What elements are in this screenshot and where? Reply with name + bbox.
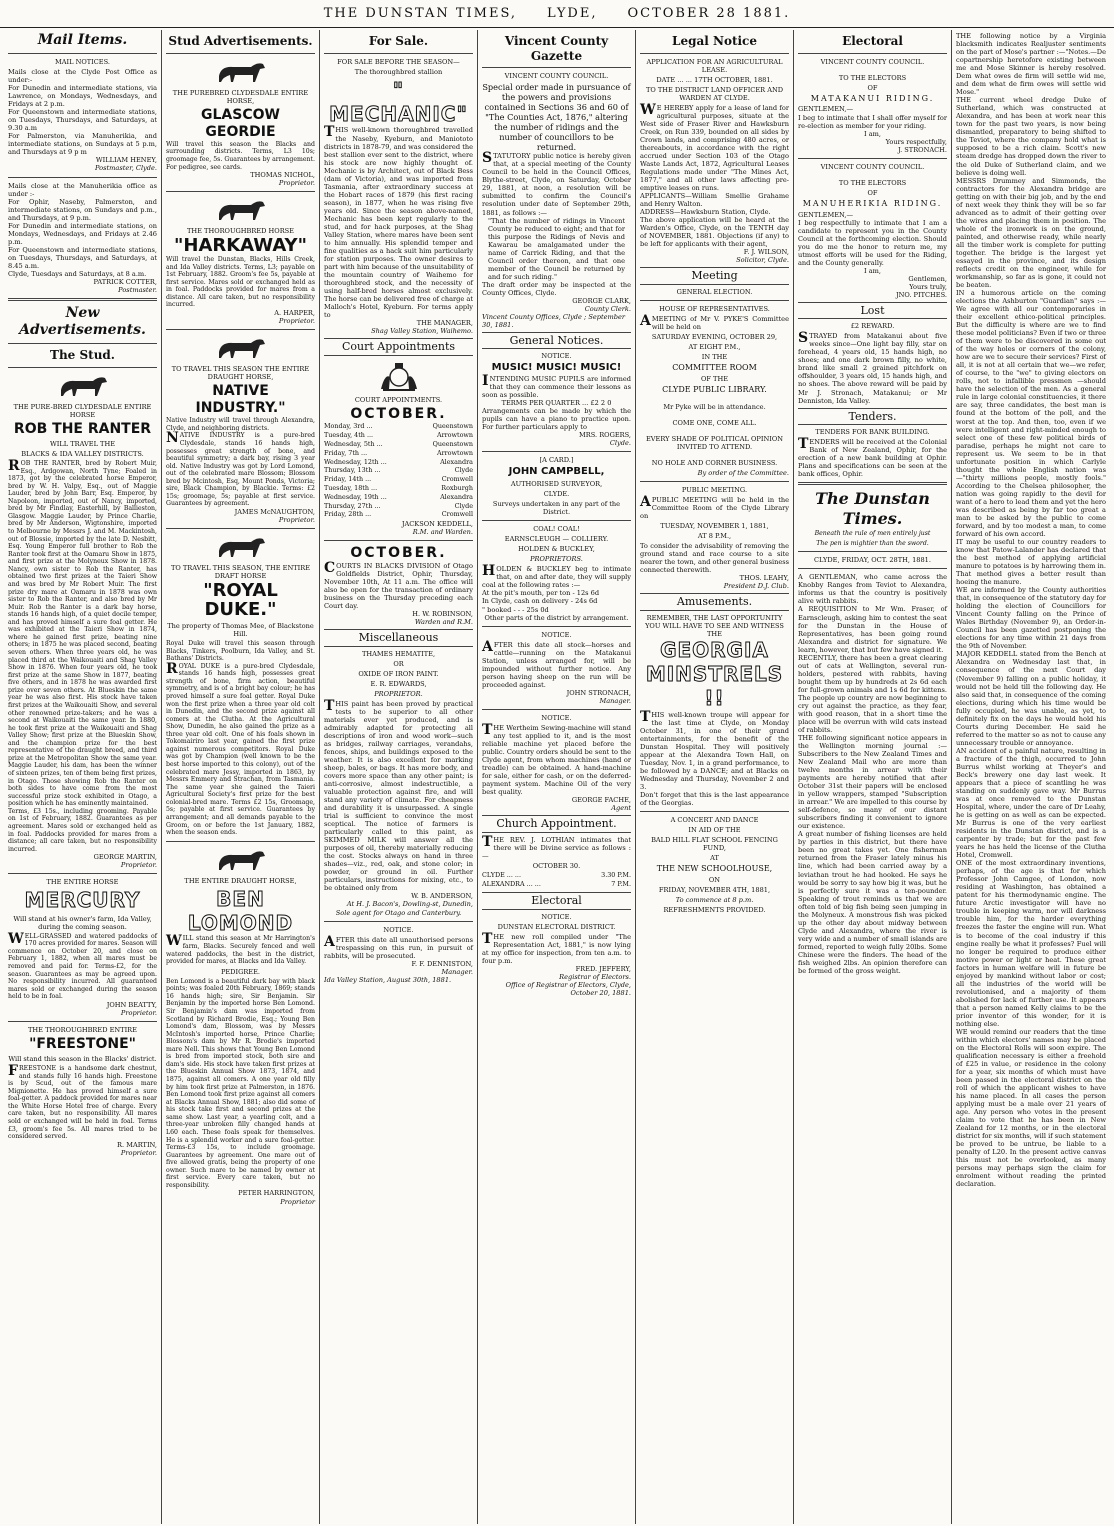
signature-title: Clyde. (609, 438, 631, 447)
troupe-body: THIS well-known troupe will appear for the last time at Clyde, on Monday October 31, in one of their grand entertainments, for the benefit of the Dunstan Hospital. They will positively appear at the Alexandra Town Hall, on Tuesday, Nov. 1, in a grand performance, to be followed by a DANCE; and at Blacks on Wednesday and Thursday, November 2 and 3. (640, 708, 789, 792)
sale-intro: FOR SALE BEFORE THE SEASON— (337, 57, 460, 66)
columns (4, 30, 1110, 1524)
court-title: COURT APPOINTMENTS. (354, 395, 443, 404)
signature: R. MARTIN, (117, 1140, 157, 1149)
court-body: COURTS IN BLACKS DIVISION of Otago Goldfields District, Ophir, Thursday, November 10th, At 11 a.m. The office will also be open for the transaction of ordinary business on the Thursday preceding each Court day. (324, 559, 473, 611)
signature-title: Proprietor. (120, 1008, 157, 1017)
section-heading: Meeting (640, 267, 789, 284)
amuse-line: REMEMBER, THE LAST OPPORTUNITY YOU WILL HAVE TO SEE AND WITNESS THE (645, 613, 784, 638)
court-place: Alexandra (440, 457, 473, 466)
council-title: VINCENT COUNTY COUNCIL. (820, 57, 925, 66)
electoral-body: I beg respectfully to intimate that I am a candidate to represent you in the County Council at the forthcoming election. Should you do me the honor to return me, my utmost efforts will be used for the Riding, and the County generally. (798, 218, 947, 267)
section-heading: Lost (798, 302, 947, 319)
signature-title: County Clerk. (584, 304, 631, 313)
tender-body: TENDERS will be received at the Colonial Bank of New Zealand, Ophir, for the erection of a new bank building at Ophir. Plans and specifications can be seen at the bank offices, Ophir. (798, 436, 947, 479)
table-row (324, 511, 473, 520)
section-heading: Electoral (842, 34, 903, 48)
stud-intro: THE ENTIRE HORSE (46, 878, 119, 887)
card-label: [A CARD.] (539, 455, 574, 464)
section-heading: New Advertisements. (19, 304, 146, 339)
court-day: Friday, 7th ... (324, 448, 368, 457)
stud-body: ROB THE RANTER, bred by Robert Muir, Esq., Ardgowan, North Tyne; Foaled in 1873, got by the celebrated horse Emperor, bred by W. H. Valpy, Esq., out of Maggie Lauder, bred by John Barr, Esq. Emperor, by Napoleon, imported, out of Nancy, imported, bred by Mr Findlay, Easterhill, by Ballieston, Glasgow. Maggie Lauder, by Prince Charlie, bred by Mr Anderson, Wigtonshire, imported to Melbourne by Messrs J. and M. Mackintosh, out of Blossie, imported by the late D. Nesbitt, Esq. Young Emperor full brother to Rob the Ranter took first at the Oamaru Show in 1875, and first prize at the Molyneux Show in 1878. Nancy, own sister to Rob the Ranter, has obtained two first prizes at the Taieri Show and was bred by Mr Robert Muir. The first prize dry mare at Oamaru in 1878 was own sister to Rob the Ranter, and also bred by Mr Muir. Rob the Ranter is a dark bay horse, stands 16 hands high, of a quiet docile temper, and has proved himself a sure foal getter. He was exhibited at the Taieri Show in 1874, where he gained first prize, beating nine others; in 1875 he was placed second, beating seven others. When three years old, he was placed third at the Waikouaiti and Shag Valley Show in 1876. When four years old, he took first prize at the same Show in 1877, beating five others, and in 1878 he was awarded first prize over seven others. At Blueskin the same year he was also first. His stock have taken first prizes at the Waikouaiti Show, and several other renowned prize-takers; and he was a second at Waikouaiti the same year. In 1880, he took first prize at the Waikouaiti and Shag Valley Show; first prize at the Blueskin Show, and the champion prize for the best representative of the draught breed, and third prize at the Metropolitan Show the same year. Maggie Lauder, his dam, has been the winner of sixteen prizes, ten of them being first prizes, in Otago. Those showing Rob the Ranter on both sides to have come from the most successful prize stock exhibited in Otago, a position which he has eminently maintained. (8, 457, 157, 808)
stud-intro: THE PURE-BRED CLYDESDALE ENTIRE HORSE (13, 402, 152, 419)
signature: J. STRONACH. (897, 145, 947, 154)
mail-title: MAIL NOTICES. (54, 58, 110, 67)
news-item: AN accident of a painful nature, resulting in a fracture of the thigh, occurred to John Burrus whilst working at Theyer's and Beck's brewery one day last week. It appears that a piece of scantling he was standing on suddenly gave way. Mr Burrus was at once removed to the Dunstan Hospital, where, under the care of Dr Leahy, he is getting on as well as can be expected. Mr Burrus is one of the very earliest residents in the Dunstan district, and is a carpenter by trade; but for the past few years he has held the license of the Clutha Hotel, Cromwell. (956, 746, 1106, 860)
court-place: Arrowtown (436, 448, 473, 457)
signature-title: Sole agent for Otago and Canterbury. (335, 908, 462, 917)
electors-line: TO THE ELECTORS (838, 73, 907, 82)
masthead (0, 0, 1114, 28)
paragraph: The draft order may be inspected at the County Offices, Clyde. (482, 280, 631, 297)
newspaper-name: The Dunstan Times. (815, 489, 930, 528)
court-day: Friday, 14th ... (324, 475, 372, 484)
column-2 (162, 30, 320, 1524)
stud-body: FREESTONE is a handsome dark chestnut, and stands fully 16 hands high. Freestone is by Scud, out of the famous mare Mignionette. He has proved himself a sure foal-getter. A paddock provided for mares near the White Horse Hotel free of charge. Every care taken, but no responsibility. All mares sold or exchanged will be held in foal. Terms £3, groom's fee 5s. All mares tried to be considered served. (8, 1063, 157, 1141)
court-table (324, 423, 473, 520)
meeting-line: COMMITTEE ROOM (672, 363, 757, 373)
news-item: WE are informed by the County authorities that, in consequence of the statutory day for holding the election of Councillors for Vincent County falling on the Prince of Wales Birthday (November 9), an Order-in-Council has been gazetted postponing the elections for any time within 21 days from the 9th of November. (956, 586, 1106, 651)
legal-to: TO THE DISTRICT LAND OFFICER AND WARDEN AT CLYDE. (645, 85, 784, 102)
section-heading: The Stud. (50, 348, 115, 363)
council-title: VINCENT COUNTY COUNCIL. (820, 162, 925, 171)
stud-body: WILL stand this season at Mr Harrington's farm, Blacks. Securely fenced and well watered paddocks, the best in the district, provided for mares, at Blacks and Ida Valley. (166, 933, 315, 966)
court-place: Arrowtown (436, 431, 473, 440)
notice-heading: NOTICE. (541, 713, 572, 722)
section-heading: Church Appointment. (482, 815, 631, 832)
paragraph: For Ophir, Naseby, Palmerston, and intermediate stations, on Sundays and p.m., and Thursdays, at 9 p.m. (8, 197, 157, 222)
surveyor-place: CLYDE. (543, 490, 570, 499)
legal-body: WE HEREBY apply for a lease of land for agricultural purposes, situate at the West side of Fraser River and Hawksburn Creek, on Run 339, bounded on all sides by Crown lands, and comprising 480 acres, or thereabouts, in accordance with the right accrued under Section 103 of the Otago Waste Lands Act, 1872, Agricultural Leases Regulations made under "The Mines Act, 1877," and all other laws affecting pre-emptive leases on runs. (640, 101, 789, 193)
colliery-owner: HOLDEN & BUCKLEY, (518, 545, 595, 554)
ad-title: OXIDE OF IRON PAINT. (358, 669, 439, 678)
court-day: Tuesday, 18th ... (324, 483, 378, 492)
ad-title: OR (393, 659, 404, 668)
notice-place: Vincent County Offices, Clyde ; September 30, 1881. (482, 312, 626, 329)
masthead-title: THE DUNSTAN TIMES, (323, 5, 518, 21)
legal-applicants: APPLICANTS—William Smellie Grahame and Henry Walton. (640, 192, 789, 209)
concert-line: REFRESHMENTS PROVIDED. (663, 906, 766, 915)
paragraph: For Queenstown and intermediate stations, on Tuesdays, Thursdays, and Saturdays, at 8.45 a.m. (8, 245, 157, 270)
closing: I am, (864, 266, 881, 275)
meeting-line: IN THE (701, 353, 728, 361)
news-item: A great number of fishing licenses are held by parties in this district, but there have been no great takes yet. One fisherman returned from the Fraser lately minus his line, which had been carried away by a leviathan trout he had hooked. He says he would be sorry to say how big it was, but he is perfectly sure it was a ten-pounder. Speaking of trout reminds us that we are often told of big fish being seen jumping in the Molyneux. A monstrous fish was picked up the other day about midway between Clyde and Alexandra, where the river is very wide and a number of small islands are formed, reported to weigh fully 20lbs. Some Chinese were the finders. The head of the fish weighed 2lbs. An opinion therefore can be formed of the gross weight. (798, 830, 947, 975)
concert-line: To commence at 8 p.m. (675, 896, 754, 905)
closing: I am, (864, 129, 881, 138)
stud-body: ROYAL DUKE is a pure-bred Clydesdale, stands 16 hands high, possesses great strength of bone, firm action, beautiful symmetry, and is of a bright bay colour; he has proved himself a sure foal getter. Royal Duke won the first prize when a three year old colt in Dunedin, and the second prize against all comers at the Clutha. At the Agricultural Show, Dunedin, he also gained the prize as a three year old colt. One of his foals shown in Tokomairiro last year, gained the first prize against numerous competitors. Royal Duke was got by Champion (well known to be the best horse imported to this colony), out of the celebrated mare Jessy, imported in 1863, by Messrs Emmery and Strachan, from Tasmania. The same year she gained the Taieri Agricultural Society's first prize for the best colonial-bred mare. Terms £2 15s, Groomage, 5s; payable at first service. Guarantees by arrangement; and all demands payable to the Groom, on or before the 1st January, 1882, when the season ends. (166, 660, 315, 837)
signature-title: Proprietor. (278, 179, 315, 188)
signature: JOHN BEATTY, (106, 1000, 157, 1009)
coal-rate: " booked - - - 25s 0d (482, 605, 549, 614)
meeting-line: CLYDE PUBLIC LIBRARY. (662, 384, 767, 394)
music-heading: MUSIC! MUSIC! MUSIC! (491, 362, 622, 374)
horse-name: " MECHANIC" (329, 77, 468, 127)
legal-address: ADDRESS—Hawksburn Station, Clyde. (640, 208, 771, 217)
tender-title: TENDERS FOR BANK BUILDING. (815, 427, 930, 436)
troupe-note: Don't forget that this is the last appearance of the Georgias. (640, 791, 789, 808)
coal-rate: In Clyde, cash on delivery - 24s 6d (482, 597, 598, 606)
meeting-line: SATURDAY EVENING, OCTOBER 29, (651, 332, 778, 341)
meeting-body: APUBLIC MEETING will be held in the Committee Room of the Clyde Library on (640, 493, 789, 520)
concert-line: ON (708, 876, 721, 885)
section-heading: Mail Items. (37, 32, 128, 48)
column-7 (952, 30, 1110, 1524)
notice-heading: NOTICE. (541, 912, 572, 921)
section-heading: Miscellaneous (324, 629, 473, 646)
royal-crest-icon (375, 359, 423, 393)
meeting-purpose: To consider the advisability of removing the ground stand and race course to a site nearer the town, and other general business connected therewith. (640, 541, 789, 575)
court-day: Thursday, 13th ... (324, 466, 381, 475)
signature: A. HARPER, (274, 309, 315, 318)
signature-title: At H. J. Bacon's, Dowling-st, Dunedin, (346, 900, 473, 909)
court-place: Alexandra (440, 492, 473, 501)
court-place: Cromwell (441, 475, 473, 484)
signature-title: Manager. (441, 967, 473, 976)
signature: F. F. DENNISTON, (411, 959, 473, 968)
table-row (324, 449, 473, 458)
concert-line: AT (710, 854, 719, 863)
court-day: Wednesday, 12th ... (324, 457, 387, 466)
horse-name: BEN LOMOND (187, 886, 294, 936)
section-heading: Vincent County Gazette (504, 34, 609, 63)
legal-date: DATE ... ... 17TH OCTOBER, 1881. (656, 75, 773, 84)
horse-name: "HARKAWAY" (174, 235, 307, 257)
stud-intro: THE PUREBRED CLYDESDALE ENTIRE HORSE, (172, 88, 309, 105)
paragraph: For Dunedin and intermediate stations, via Lawrence, on Mondays, Wednesdays, and Fridays at 2 p.m. (8, 84, 157, 109)
stud-sub: The property of Thomas Mee, of Blackstone Hill. (167, 621, 314, 638)
stud-terms: Terms, £3 15s., including grooming. Payable on 1st of February, 1882. Guarantees as per agreement. Mares sold or exchanged held as in foal. Paddocks provided for mares from a distance; all care taken, but no responsibility incurred. (8, 807, 157, 853)
section-heading: Court Appointments (324, 338, 473, 355)
table-row (324, 484, 473, 493)
meeting-line: PUBLIC MEETING. (681, 485, 748, 494)
court-place: Queenstown (432, 439, 473, 448)
meeting-line: NO HOLE AND CORNER BUSINESS. (651, 458, 778, 467)
notice-body: AFTER this date all unauthorised persons trespassing on this run, in pursuit of rabbits, will be prosecuted. (324, 933, 473, 960)
sale-body: THIS well-known thoroughbred travelled the Naseby, Kyeburn, and Maniototo districts in 1878-79, and was considered the best stallion ever sent to the district, where his stock are now highly thought of. Mechanic is by Architect, out of Black Bess (dam of Victoria), and was imported from Tasmania, after extraordinary success at the Hobart races of 1879 (his first racing season), in 1877, when he was rising five years old. Since the season above-named, Mechanic has been kept regularly to the stud, and for hack purposes, at the Shag Valley Station, where mares have been sent to him annually. His splendid temper and fine qualities as a hack suit him particularly for station purposes. The owner desires to part with him because of the unsuitability of the mountain country of Waihemo for thoroughbred stock, and the necessity of using half-bred horses almost exclusively. The horse can be delivered free of charge at Malloch's Hotel, Kyeburn. For terms apply to (324, 124, 473, 320)
music-more: Arrangements can be made by which the pupils can have a piano to practice upon. For further particulars apply to (482, 406, 631, 431)
section-heading: Tenders. (798, 408, 947, 425)
concert-line: IN AID OF THE (688, 826, 741, 835)
masthead-place: LYDE, (547, 5, 598, 21)
closing: Yours respectfully, (885, 137, 947, 146)
horse-name: MERCURY (24, 888, 141, 913)
news-item: A GENTLEMAN, who came across the Knobby Ranges from Teviot to Alexandra, informs us that the country is positively alive with rabbits. (798, 573, 947, 606)
church-place: CLYDE ... ... (482, 871, 521, 880)
signature: PETER HARRINGTON, (238, 1189, 315, 1198)
lost-body: STRAYED from Matakanui about five weeks since—One light bay filly, star on forehead, 4 years old, 15 hands high, no shoes; and one dark brown filly, no white, brand like small 2 grained pitchfork on offshoulder, 3 years old, 15 hands high, and no shoes. The above reward will be paid by Mr J. Stronach, Matakanui; or Mr Denniston, Ida Valley. (798, 330, 947, 405)
horse-illustration-icon (53, 372, 113, 400)
signature-title: Solicitor, Clyde. (736, 256, 789, 265)
signature-title: Proprietor. (120, 861, 157, 870)
horse-name: ROB THE RANTER (13, 420, 152, 437)
stud-districts: BLACKS & IDA VALLEY DISTRICTS. (21, 449, 144, 458)
news-item: MESSRS Drummey and Simmonds, the contractors for the Alexandra bridge are getting on with their big job, and by the end of next week they think they will be so far advanced as to admit of their getting over the wires and placing them in position. The whole of the ironwork is on the ground, painted, and otherwise ready, while nearly all the timber work is complete for putting together. The bridge is the largest yet essayed in the province, and its design reflects credit on the engineer, while for workmanship, so far as is gone, it could not be beaten. (956, 176, 1106, 289)
resolution-quote: "That the number of ridings in Vincent County be reduced to eight; and that for this purpose the Ridings of Nevis and Kawarau be amalgamated under the name of Carrick Riding, and that the Council order thereon, and that one member of the Council be returned by and for such riding." (488, 216, 625, 281)
colliery-name: EARNSCLEUGH — COLLIERY. (504, 535, 609, 544)
news-item: RECENTLY, there has been a great clearing out of cats at Wellington, several run-holders, pestered with rabbits, having bought them up by hundreds at 2s 6d each for full-grown animals and 1s 6d for kittens. The people up country are now beginning to cry out against the practice, as they fear, with good reason, that in a short time the place will be overrun with wild cats instead of rabbits. (798, 653, 947, 734)
coal-rate: At the pit's mouth, per ton - 12s 6d (482, 589, 600, 598)
horse-name: GLASCOW GEORDIE (201, 106, 280, 140)
signature: MRS. ROGERS, (579, 430, 631, 439)
stud-intro: THE ENTIRE DRAUGHT HORSE, (184, 876, 297, 885)
salutation: GENTLEMEN,— (798, 105, 854, 114)
court-month: OCTOBER. (350, 544, 447, 561)
signature: JACKSON KEDDELL, (401, 519, 473, 528)
signature: GEORGE FACHE, (571, 796, 631, 805)
reward: £2 REWARD. (850, 322, 895, 331)
salutation: GENTLEMEN,— (798, 210, 854, 219)
signature: THOS. LEAHY, (739, 574, 789, 583)
council-title: VINCENT COUNTY COUNCIL. (504, 72, 609, 81)
news-item: A REQUISITION to Mr Wm. Fraser, of Earnscleugh, asking him to contest the seat for the Dunstan in the House of Representatives, has been going round Alexandra and district for signature. We learn, however, that but few have signed it. (798, 605, 947, 654)
notice-body: AFTER this date all stock—horses and cattle—running on the Matakanui Station, unless arranged for, will be impounded without further notice. Any person having sheep on the run will be proceeded against. (482, 638, 631, 689)
coal-body: HOLDEN & BUCKLEY beg to intimate that, on and after date, they will supply coal at the following rates :— (482, 563, 631, 590)
news-item: THE following notice by a Virginia blacksmith indicates Realjuster sentiments on the part of Mose's partner :—"Notes.—De copartnership heretofore existing between me and Mose Skinner is hereby resolved. Dem what owes de firm will settle wid me, and dem what de firm owes will settle wid Mose." (956, 32, 1106, 97)
motto: Beneath the rule of men entirely just (814, 530, 931, 538)
court-day: Monday, 3rd ... (324, 422, 373, 431)
notice-heading: NOTICE. (541, 630, 572, 639)
meeting-line: AT 8 P.M., (697, 531, 732, 540)
signature: THE MANAGER, (416, 319, 473, 328)
music-body: INTENDING MUSIC PUPILS are informed that they can commence their lessons as soon as possible. (482, 372, 631, 399)
horse-name: "ROYAL DUKE." (203, 580, 278, 621)
music-terms: TERMS PER QUARTER ... £2 2 0 (501, 398, 612, 407)
motto: The pen is mightier than the sword. (816, 539, 929, 547)
sale-intro: The thoroughbred stallion (354, 67, 443, 76)
meeting-line: HOUSE OF REPRESENTATIVES. (659, 304, 770, 313)
riding-name: MANUHERIKIA RIDING. (802, 198, 943, 208)
paragraph: For Dunedin and intermediate stations, on Mondays, Wednesdays, and Fridays at 2.46 p.m. (8, 221, 157, 246)
surveyor-title: AUTHORISED SURVEYOR, (510, 480, 603, 489)
signature-title: Proprietor. (278, 516, 315, 525)
section-heading: Amusements. (640, 593, 789, 610)
church-time: 7 P.M. (611, 880, 631, 889)
stud-sub: Will stand this season in the Blacks' district. (8, 1054, 157, 1063)
signature-title: Proprietor. (278, 317, 315, 326)
closing: Gentlemen, (908, 274, 947, 283)
signature-title: Proprietor (280, 1197, 315, 1206)
ad-body: THIS paint has been proved by practical tests to be superior to all other materials ever yet produced, and is admirably adapted for protecting all descriptions of iron and wood work—such as bridges, railway carriages, verandahs, fences, ships, and buildings exposed to the weather. It is also excellent for marking sheep, bales, or bags. It has more body, and covers more space than any other paint; is anti-corrosive, almost indestructible, a valuable protection against fire, and will stand any variety of climate. For cheapness and durability it is unsurpassed. A single trial is sufficient to convince the most sceptical. The notice of farmers is particularly called to this paint, as SKIMMED MILK will answer all the purposes of oil, thereby materially reducing the cost. Stocks always on hand in three shades—viz., red, oak, and stone color; in powder, or ground in oil. Further particulars, instructions for mixing, etc., to be obtained only from (324, 697, 473, 893)
news-item: THE current wheel dredge Duke of Sutherland, which was constructed at Alexandra, and has been at work near this town for the past two years, is now being dismantled, preparatory to being shifted to the Teviot, where the company hold what is supposed to be a rich claim. Scott's new steam dredge has dropped down the river to the old Duke of Sutherland claim, and we believe is doing well. (956, 96, 1106, 177)
notice-place: Office of Registrar of Electors, Clyde, October 20, 1881. (505, 981, 631, 998)
section-heading: Stud Advertisements. (168, 34, 313, 48)
electors-line: OF (867, 188, 878, 197)
legal-title: APPLICATION FOR AN AGRICULTURAL LEASE. (646, 57, 783, 74)
coal-heading: COAL! COAL! (533, 525, 580, 534)
court-place: Roxburgh (441, 483, 473, 492)
court-place: Cromwell (441, 510, 473, 519)
meeting-line: By order of the Committee. (697, 468, 789, 477)
stud-body: NATIVE INDUSTRY is a pure-bred Clydesdale, stands 16 hands high, possesses great strength of bone, and beautiful symmetry; a dark bay, rising 3 year old. Native Industry was got by Lord Lomond, out of the celebrated mare Blossom; Blossom bred by Mcintosh, Esq, Mount Ponds, Victoria; sire, Black Champion, by Blackie. Terms: £2 15s; groomage, 5s; payable at first service. Guarantees by agreement. (166, 430, 315, 508)
signature: JOHN STRONACH, (566, 688, 631, 697)
horse-name: "FREESTONE" (29, 1035, 136, 1052)
meeting-line: COME ONE, COME ALL. (672, 418, 757, 427)
horse-illustration-icon (211, 58, 271, 86)
signature: JAMES McNAUGHTON, (234, 508, 315, 517)
court-day: Thursday, 27th ... (324, 501, 381, 510)
district-name: DUNSTAN ELECTORAL DISTRICT. (497, 922, 616, 931)
meeting-line: EVERY SHADE OF POLITICAL OPINION INVITED TO ATTEND. (645, 434, 783, 451)
notice-body: THE Wertheim Sewing-machine will stand any test applied to it, and is the most reliable machine yet placed before the public. Country orders should be sent to the Clyde agent, from whom machines (hand or treadle) can be obtained. A hand-machine for sale, either for cash, or on the deferred-payment system. Machine Oil of the very best quality. (482, 721, 631, 797)
paragraph: Mails close at the Manuherikia office as under :- (8, 181, 157, 198)
church-body: THE REV. J. LOTHIAN intimates that there will be Divine service as follows :— (482, 833, 631, 860)
meeting-line: OF THE (700, 374, 729, 383)
signature-title: Manager. (599, 696, 631, 705)
paragraph: Mails close at the Clyde Post Office as under:- (8, 68, 157, 85)
statutory-notice: STATUTORY public notice is hereby given that, at a special meeting of the County Council to be held in the Council Offices, Blythe-street, Clyde, on Saturday, October 29, 1881, at noon, a resolution will be submitted to confirm the Council's resolution under date of September 29th, 1881, as follows :— (482, 150, 631, 217)
horse-illustration-icon (211, 533, 271, 561)
concert-line: BALD HILL FLAT SCHOOL FENCING FUND, (651, 836, 778, 853)
notice-heading: NOTICE. (541, 352, 572, 361)
signature-title: PROPRIETOR. (374, 689, 423, 698)
signature: E. R. EDWARDS, (370, 679, 427, 688)
church-place: ALEXANDRA ... ... (482, 880, 541, 889)
court-month: OCTOBER. (350, 405, 447, 422)
surveyor-body: Surveys undertaken in any part of the District. (492, 500, 621, 517)
section-heading: Legal Notice (672, 34, 757, 48)
signature: JNO. PITCHES. (895, 290, 947, 299)
meeting-line: AT EIGHT P.M., (688, 342, 741, 351)
church-time: 3.30 P.M. (601, 871, 631, 880)
section-heading: For Sale. (368, 34, 429, 48)
colliery-owner-title: PROPRIETORS. (530, 555, 583, 564)
signature: F. J. WILSON, (743, 248, 789, 257)
news-item: THE following significant notice appears in the Wellington morning journal :—Subscribers to the New Zealand Times and New Zealand Mail who are more than twelve months in arrear with their payments are hereby notified that after October 31st their papers will be enclosed in yellow wrappers, stamped "Subscription in arrear." We are impelled to this course by self-defence, so many of our distant subscribers finding it convenient to ignore our existence. (798, 733, 947, 831)
signature: W. B. ANDERSON, (411, 892, 473, 901)
horse-illustration-icon (211, 196, 271, 224)
table-row (482, 881, 631, 890)
notice-heading: NOTICE. (383, 925, 414, 934)
legal-heard: The above application will be heard at the Warden's Office, Clyde, on the TENTH day of NOVEMBER, 1881. Objections (if any) to be left for applicants with their agent, (640, 216, 789, 249)
column-4 (478, 30, 636, 1524)
signature-title: Postmaster, Clyde. (94, 164, 157, 173)
notice-place: Ida Valley Station, August 30th, 1881. (324, 975, 452, 984)
signature-title: Warden and R.M. (414, 618, 473, 627)
stud-travel: WILL TRAVEL THE (49, 439, 116, 448)
signature-title: Registrar of Electors. (559, 973, 631, 981)
court-day: Wednesday, 19th ... (324, 492, 387, 501)
concert-line: A CONCERT AND DANCE (670, 816, 759, 825)
church-date: OCTOBER 30. (532, 861, 581, 870)
signature-title: Agent (611, 804, 631, 813)
signature: PATRICK COTTER, (93, 277, 157, 286)
court-place: Queenstown (432, 422, 473, 431)
concert-line: FRIDAY, NOVEMBER 4TH, 1881, (658, 886, 771, 895)
section-heading: General Notices. (482, 332, 631, 349)
stud-intro: TO TRAVEL THIS SEASON, THE ENTIRE DRAFT HORSE (170, 564, 311, 581)
signature: H. W. ROBINSON, (412, 610, 473, 619)
electors-line: OF (867, 83, 878, 92)
court-day: Tuesday, 4th ... (324, 431, 374, 440)
electoral-body: I beg to intimate that I shall offer myself for re-election as member for your riding. (798, 113, 947, 130)
stud-intro: THE THOROUGHBRED HORSE (186, 227, 294, 236)
court-day: Friday, 28th ... (324, 510, 372, 519)
court-day: Wednesday, 5th ... (324, 439, 383, 448)
closing: Yours truly, (909, 282, 947, 291)
paragraph: For Palmerston, via Manuherikia, and intermediate stations, on Sundays at 5 p.m, and Thursdays at 9 p m (8, 132, 157, 157)
surveyor-name: JOHN CAMPBELL, (508, 465, 605, 477)
stud-body: WELL-GRASSED and watered paddocks of 170 acres provided for mares. Season will commence on October 20, and close on February 1, 1882, when all mares must be removed and paid for. Terms-£2, for the season. Guarantees as may be agreed upon. No responsibility incurred. All guaranteed mares sold or exchanged during the season held to be in foal. (8, 930, 157, 1001)
paragraph: Clyde, Tuesdays and Saturdays, at 8 a.m. (8, 269, 147, 278)
meeting-line: GENERAL ELECTION. (676, 287, 753, 296)
meeting-body: AMEETING of Mr V. PYKE'S Committee will be held on (640, 312, 789, 331)
horse-illustration-icon (211, 846, 271, 874)
news-item: IN a humorous article on the coming elections the Ashburton "Guardian" says :—We agree with all our contemporaries in their excellent ethico-political principles. But the difficulty is where are we to find these model politicians? Even if two or three of them were to be discovered in some out of the way holes or corners of the colony, how are we to secure their services? First of all, it is not at all certain that we—we refer, of course, to the "we" to giving electors on rolls, not to infallible pressmen —should have the selection of the men. As a general rule in large colonial constituencies, it there are say, three candidates, the best man is found at the bottom of the poll, and the worst at the top. And then, too, even if we were intelligent and right-minded enough to select one of these few political birds of paradise, perhaps he might not care to represent us. We seem to be in that unfortunate position in which Carlyle thought the whole English nation was—"thirty millions people, mostly fools." According to the Chelsea philosopher, the nation was going rapidly to the devil for want of a hero to lead them and yet the hero was described as being by far too great a man to be asked by the public to come forward, and by too modest a man, to come forward of his own accord. (956, 289, 1106, 538)
column-5 (636, 30, 794, 1524)
special-order: Special order made in pursuance of the powers and provisions contained in Sections 36 and 60 of "The Counties Act, 1876," altering the number of ridings and the number of councillors to be returned. (482, 82, 631, 153)
stud-sub: Will stand at his owner's farm, Ida Valley, during the coming season. (13, 914, 152, 931)
signature-title: Postmaster. (118, 285, 157, 294)
paragraph: For Queenstown and intermediate stations, on Tuesdays, Thursdays, and Saturdays, at 9.30 a.m (8, 108, 157, 133)
riding-name: MATAKANUI RIDING. (810, 93, 935, 103)
dateline: CLYDE, FRIDAY, OCT. 28TH, 1881. (814, 556, 931, 565)
table-row (324, 440, 473, 449)
meeting-line: TUESDAY, NOVEMBER 1, 1881, (660, 521, 769, 530)
stud-intro: THE THOROUGHBRED ENTIRE (28, 1025, 137, 1034)
column-6 (794, 30, 952, 1524)
masthead-date: OCTOBER 28 1881. (627, 5, 791, 21)
ad-title: THAMES HEMATITE, (361, 649, 436, 658)
concert-line: THE NEW SCHOOLHOUSE, (656, 864, 773, 874)
news-item: WE would remind our readers that the time within which electors' names may be placed on the Electoral Rolls will soon expire. The qualification necessary is either a freehold of £25 in value, or residence in the colony for a year, six months of which must have been passed in the electoral district on the roll of which the applicant wishes to have his name placed. In all cases the person applying must be a male over 21 years of age. Any person who votes in the present claim to vote that he has been in New Zealand for 12 months, or in the electoral district for six months, will if such statement be proved to be untrue, be liable to a penalty of L20. In the present active canvas this must not be overlooked, as many persons may perhaps sign the claim for enrolment without reading the printed declaration. (956, 1027, 1106, 1189)
stud-travel: Royal Duke will travel this season through Blacks, Tinkers, Poolburn, Ida Valley, and St. Bathans' Districts. (166, 640, 315, 663)
column-3 (320, 30, 478, 1524)
signature: WILLIAM HENEY, (95, 156, 157, 165)
electors-line: TO THE ELECTORS (838, 178, 907, 187)
stud-intro: TO TRAVEL THIS SEASON THE ENTIRE DRAUGHT HORSE, (171, 365, 310, 382)
stud-body: Will travel this season the Blacks and surrounding districts. Terms, L3 10s; groomage fee, 5s. Guarantees by arrangement. For pedigree, see cards. (166, 140, 315, 171)
signature: GEORGE CLARK, (572, 296, 631, 305)
horse-name: NATIVE INDUSTRY." (195, 383, 286, 417)
signature-title: Shag Valley Station, Waihemo. (371, 327, 473, 336)
signature-title: R.M. and Warden. (412, 527, 473, 536)
section-heading: Electoral (482, 892, 631, 909)
troupe-name: GEORGIA MINSTRELS !! (645, 637, 784, 711)
electoral-body: THE new roll compiled under "The Representation Act, 1881," is now lying at my office for inspection, from ten a.m. to four p.m. (482, 930, 631, 965)
news-item: MAJOR KEDDELL stated from the Bench at Alexandra on Wednesday last that, in consequence of the next Court day (November 9) falling on a public holiday, it would not be held till the following day. He also said that, in consequence of the coming elections, during which his time would be fully occupied, he was unable, as yet, to definitely fix on the days he would hold his Courts during December. He said he referred to the matter so as not to cause any unnecessary trouble or annoyance. (956, 650, 1106, 747)
signature-title: Proprietor. (120, 1148, 157, 1157)
coal-more: Other parts of the district by arrangement. (484, 613, 629, 622)
horse-illustration-icon (211, 334, 271, 362)
signature: THOMAS NICHOL, (250, 171, 315, 180)
court-place: Clyde (454, 501, 473, 510)
signature: GEORGE MARTIN, (93, 853, 157, 862)
meeting-line: Mr Pyke will be in attendance. (663, 402, 766, 411)
signature-title: President D.J. Club. (723, 582, 789, 591)
stud-sub: Native Industry will travel through Alexandra, Clyde, and neighboring districts. (166, 417, 315, 432)
church-table (482, 872, 631, 890)
signature: FRED. JEFFERY, (575, 964, 631, 973)
news-item: ONE of the most extraordinary inventions, perhaps, of the age is that for which Professor John Camgee, of London, now residing at Washington, has obtained a patent for his thermodynamic engine. The future Arctic investigator will have no trouble in keeping warm, nor will darkness trouble him, for the harder everything freezes the faster the engine will run. What is to become of the coal industry if this engine really be what it professes? Fuel will no longer be required to produce either motive power or light or heat. These great factors in human welfare will in future be enjoyed by mankind without labor or cost; all the industries of the world will be revolutionised, and a majority of them abolished for lack of further use. It appears that a person named Kelly claims to be the prior inventor of this wonder, for it is nothing else. (956, 859, 1106, 1028)
stud-pedigree: Ben Lomond is a beautiful dark bay with black points; was foaled 20th February, 1869; stands 16 hands high; sire, Sir Benjamin. Sir Benjamin by the imported horse Ben Lomond. Sir Benjamin's dam was imported from Scotland by Richard Brodie, Esq.; Young Ben Lomond's dam, Blossom, was by Messrs McIntosh's imported horse, Prince Charlie; Blossom's dam by Mr R. Brodie's imported mare Nell. This shows that Young Ben Lomond is bred from imported stock, both sire and dam's side. His stock have taken first prizes at the Blueskin Annual Show 1873, 1874, and 1875, against all comers. A one year old filly by him took first prize at Palmerston, in 1876. Ben Lomond took first prize against all comers at Blacks Annual Show, 1881; also did some of his stock take first and second prizes at the same show. Last year, a yearling colt, and a three-year unbroken filly changed hands at L60 each. These foals speak for themselves. He is a splendid worker and a sure foal-getter. Terms-£3 15s, to include groomage. Guarantees by agreement. One mare out of five allowed gratis, being the property of one owner. Such mare to be named by owner at first service. Every care taken, but no responsibility. (166, 977, 315, 1189)
table-row (324, 493, 473, 502)
column-1 (4, 30, 162, 1524)
court-place: Clyde (454, 466, 473, 475)
stud-body: Will travel the Dunstan, Blacks, Hills Creek, and Ida Valley districts. Terms, L3; payable on 1st February, 1882. Groom's fee 5s, payable at first service. Mares sold or exchanged held as in foal. Paddocks provided for mares from a distance. All care taken, but no responsibility incurred. (166, 256, 315, 309)
pedigree-heading: PEDIGREE. (220, 967, 261, 976)
news-item: IT may be useful to our country readers to know that Patow-Lalander has declared that the best method of applying artificial manure to potatoes is by harrowing them in. That method gives a better result than hoeing the manure. (956, 537, 1106, 587)
